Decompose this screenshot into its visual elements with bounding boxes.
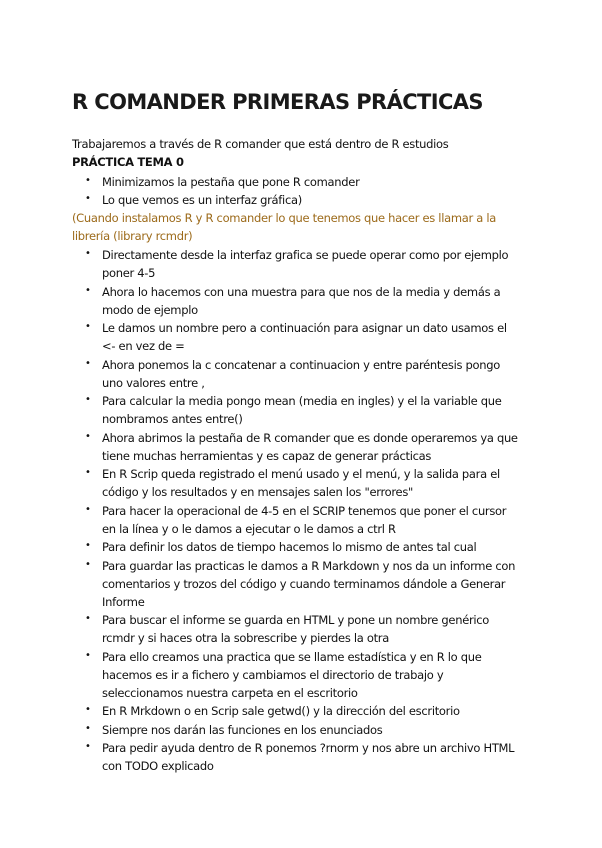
bullet-icon: • <box>85 540 91 551</box>
bullet-icon: • <box>85 467 91 478</box>
list-item <box>0 721 520 739</box>
bullet-icon: • <box>85 558 91 570</box>
list-item-text: Para pedir ayuda dentro de R ponemos ?rnorm y nos abre un archivo HTML con TODO explicado <box>102 741 515 773</box>
section-heading: PRÁCTICA TEMA 0 <box>72 155 184 169</box>
list-item <box>0 557 520 611</box>
bullet-icon: • <box>85 175 91 186</box>
list-item <box>0 502 520 538</box>
bullet-icon: • <box>85 430 91 442</box>
list-item-text: Ahora abrimos la pestaña de R comander que es donde operaremos ya que tiene muchas herramientas y es capaz de generar prácticas <box>102 430 518 463</box>
bullet-icon: • <box>85 284 91 296</box>
list-item <box>0 283 520 319</box>
bullet-icon: • <box>85 394 91 405</box>
bullet-icon: • <box>85 503 91 515</box>
list-item-text: Ahora ponemos la c concatenar a continuacion y entre paréntesis pongo uno valores entre , <box>102 357 500 390</box>
bullet-icon: • <box>85 248 91 259</box>
list-item <box>0 538 520 556</box>
list-item <box>0 356 520 392</box>
list-item-text: Minimizamos la pestaña que pone R comander <box>102 175 360 189</box>
list-item-text: Para calcular la media pongo mean (media en ingles) y el la variable que nombramos antes entre() <box>102 394 502 426</box>
list-item <box>0 392 520 428</box>
list-item <box>0 739 520 775</box>
library-note: (Cuando instalamos R y R comander lo que tenemos que hacer es llamar a la librería (library rcmdr) <box>72 211 497 243</box>
first-bullet-list <box>0 173 520 209</box>
bullet-icon: • <box>85 741 91 752</box>
list-item-text: Ahora lo hacemos con una muestra para que nos de la media y demás a modo de ejemplo <box>102 284 501 317</box>
bullet-icon: • <box>85 613 91 624</box>
list-item <box>0 246 520 282</box>
list-item <box>0 319 520 355</box>
list-item <box>0 702 520 720</box>
second-bullet-list <box>0 246 520 776</box>
bullet-icon: • <box>85 193 91 204</box>
bullet-icon: • <box>85 722 91 734</box>
list-item-text: Le damos un nombre pero a continuación para asignar un dato usamos el <- en vez de = <box>102 321 507 353</box>
list-item-text: Directamente desde la interfaz grafica se puede operar como por ejemplo poner 4-5 <box>102 248 509 280</box>
bullet-icon: • <box>85 357 91 369</box>
list-item-text: En R Scrip queda registrado el menú usado y el menú, y la salida para el código y los resultados y en mensajes salen los "errores" <box>102 467 500 499</box>
list-item-text: Para hacer la operacional de 4-5 en el SCRIP tenemos que poner el cursor en la línea y o le damos a ejecutar o le damos a ctrl R <box>102 503 507 536</box>
list-item <box>0 611 520 647</box>
list-item-text: Para definir los datos de tiempo hacemos lo mismo de antes tal cual <box>102 540 477 554</box>
list-item-text: Siempre nos darán las funciones en los enunciados <box>102 722 383 737</box>
list-item <box>0 429 520 465</box>
list-item-text: Para ello creamos una practica que se llame estadística y en R lo que hacemos es ir a fichero y cambiamos el directorio de trabajo y seleccionamos nuestra carpeta en el escritorio <box>102 649 482 700</box>
list-item <box>0 191 520 209</box>
bullet-icon: • <box>85 704 91 715</box>
list-item-text: En R Mrkdown o en Scrip sale getwd() y la dirección del escritorio <box>102 704 460 718</box>
bullet-icon: • <box>85 649 91 661</box>
bullet-icon: • <box>85 321 91 332</box>
list-item-text: Lo que vemos es un interfaz gráfica) <box>102 193 302 207</box>
list-item-text: Para buscar el informe se guarda en HTML y pone un nombre genérico rcmdr y si haces otra la sobrescribe y pierdes la otra <box>102 613 490 645</box>
intro-paragraph: Trabajaremos a través de R comander que está dentro de R estudios <box>72 137 449 151</box>
list-item-text: Para guardar las practicas le damos a R Markdown y nos da un informe con comentarios y trozos del código y cuando terminamos dándole a Generar Informe <box>102 558 516 609</box>
list-item <box>0 465 520 501</box>
list-item <box>0 173 520 191</box>
page-title: R COMANDER PRIMERAS PRÁCTICAS <box>72 90 483 114</box>
list-item <box>0 648 520 702</box>
